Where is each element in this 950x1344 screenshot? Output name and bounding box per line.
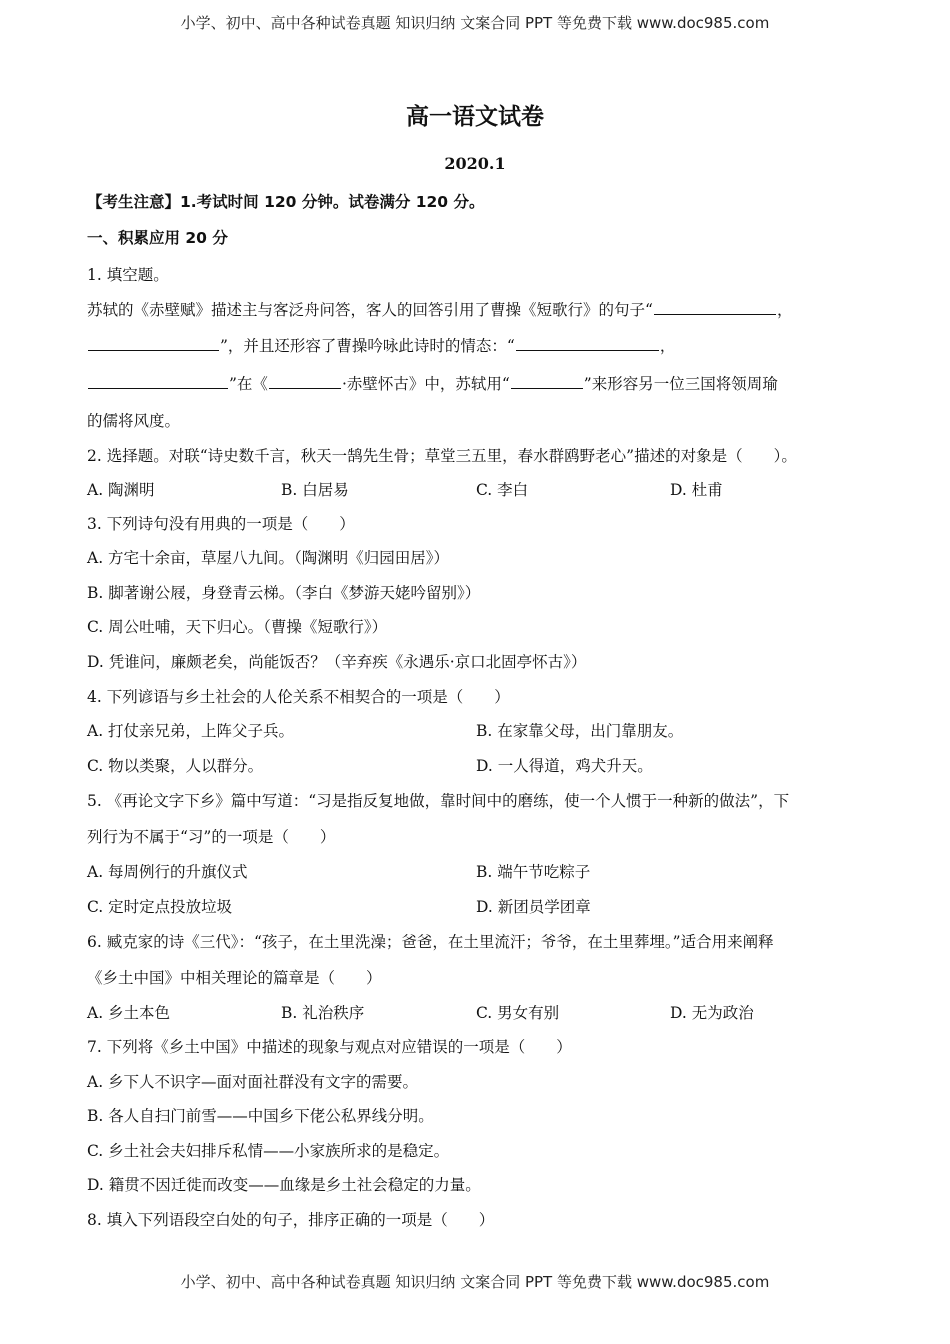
answer-blank	[88, 335, 219, 351]
question-4-option-b: B. 在家靠父母，出门靠朋友。	[476, 722, 684, 740]
question-2-option-b: B. 白居易	[281, 481, 349, 499]
question-3-option-c: C. 周公吐哺，天下归心。（曹操《短歌行》）	[87, 618, 388, 636]
question-1-line-3	[87, 372, 778, 394]
question-4-stem: 4. 下列谚语与乡土社会的人伦关系不相契合的一项是（ ）	[87, 688, 510, 706]
question-3-option-d: D. 凭谁问，廉颇老矣，尚能饭否？（辛弃疾《永遇乐·京口北固亭怀古》）	[87, 653, 587, 671]
question-6-option-c: C. 男女有别	[476, 1004, 560, 1022]
answer-blank	[516, 335, 659, 351]
question-5-option-d: D. 新团员学团章	[476, 898, 591, 916]
question-6-option-a: A. 乡土本色	[87, 1004, 171, 1022]
question-1-line-1	[87, 298, 792, 320]
question-1-line-2	[87, 334, 675, 356]
question-2-option-a: A. 陶渊明	[87, 481, 155, 499]
page-header: 小学、初中、高中各种试卷真题 知识归纳 文案合同 PPT 等免费下载 www.doc985.com	[180, 14, 770, 32]
question-3-option-a: A. 方宅十余亩，草屋八九间。（陶渊明《归园田居》）	[87, 549, 450, 567]
question-8-stem: 8. 填入下列语段空白处的句子，排序正确的一项是（ ）	[87, 1211, 495, 1229]
exam-notice: 【考生注意】1.考试时间 120 分钟。试卷满分 120 分。	[87, 193, 485, 211]
text: ，	[776, 301, 793, 319]
text: 苏轼的《赤壁赋》描述主与客泛舟问答，客人的回答引用了曹操《短歌行》的句子“	[87, 301, 653, 319]
text: ”，并且还形容了曹操吟咏此诗时的情态：“	[220, 337, 515, 355]
question-5-stem-2: 列行为不属于“习”的一项是（ ）	[87, 828, 336, 846]
text: ”来形容另一位三国将领周瑜	[583, 375, 778, 393]
question-5-stem-1: 5. 《再论文字下乡》篇中写道：“习是指反复地做，靠时间中的磨练，使一个人惯于一种新的做法”，下	[87, 792, 790, 810]
question-6-option-b: B. 礼治秩序	[281, 1004, 365, 1022]
page-footer: 小学、初中、高中各种试卷真题 知识归纳 文案合同 PPT 等免费下载 www.doc985.com	[180, 1273, 770, 1291]
exam-date: 2020.1	[444, 154, 506, 173]
text: ”在《	[229, 375, 268, 393]
question-5-option-a: A. 每周例行的升旗仪式	[87, 863, 248, 881]
question-7-option-a: A. 乡下人不识字—面对面社群没有文字的需要。	[87, 1073, 419, 1091]
question-2-stem: 2. 选择题。对联“诗史数千言，秋天一鹄先生骨；草堂三五里，春水群鸥野老心”描述的对象是（ ）。	[87, 447, 797, 465]
question-4-option-a: A. 打仗亲兄弟，上阵父子兵。	[87, 722, 295, 740]
answer-blank	[511, 373, 583, 389]
text: ，	[659, 337, 676, 355]
answer-blank	[654, 299, 776, 315]
question-4-option-d: D. 一人得道，鸡犬升天。	[476, 757, 653, 775]
question-6-option-d: D. 无为政治	[670, 1004, 754, 1022]
question-2-option-c: C. 李白	[476, 481, 529, 499]
question-6-stem-2: 《乡土中国》中相关理论的篇章是（ ）	[87, 969, 382, 987]
question-1-line-4: 的儒将风度。	[87, 412, 181, 430]
question-3-stem: 3. 下列诗句没有用典的一项是（ ）	[87, 515, 355, 533]
question-7-option-c: C. 乡土社会夫妇排斥私情——小家族所求的是稳定。	[87, 1142, 450, 1160]
question-7-option-d: D. 籍贯不因迁徙而改变——血缘是乡土社会稳定的力量。	[87, 1176, 481, 1194]
text: ·赤壁怀古》中，苏轼用“	[341, 375, 510, 393]
question-7-option-b: B. 各人自扫门前雪——中国乡下佬公私界线分明。	[87, 1107, 434, 1125]
question-5-option-b: B. 端午节吃粽子	[476, 863, 591, 881]
question-1-heading: 1. 填空题。	[87, 266, 169, 284]
question-5-option-c: C. 定时定点投放垃圾	[87, 898, 233, 916]
question-7-stem: 7. 下列将《乡土中国》中描述的现象与观点对应错误的一项是（ ）	[87, 1038, 572, 1056]
question-4-option-c: C. 物以类聚，人以群分。	[87, 757, 264, 775]
question-2-option-d: D. 杜甫	[670, 481, 723, 499]
question-6-stem-1: 6. 臧克家的诗《三代》：“孩子，在土里洗澡；爸爸，在土里流汗；爷爷，在土里葬埋。”适合用来阐释	[87, 933, 774, 951]
answer-blank	[88, 373, 228, 389]
question-3-option-b: B. 脚著谢公屐，身登青云梯。（李白《梦游天姥吟留别》）	[87, 584, 481, 602]
answer-blank	[269, 373, 341, 389]
section-heading: 一、积累应用 20 分	[87, 229, 228, 247]
page-title: 高一语文试卷	[406, 104, 544, 130]
